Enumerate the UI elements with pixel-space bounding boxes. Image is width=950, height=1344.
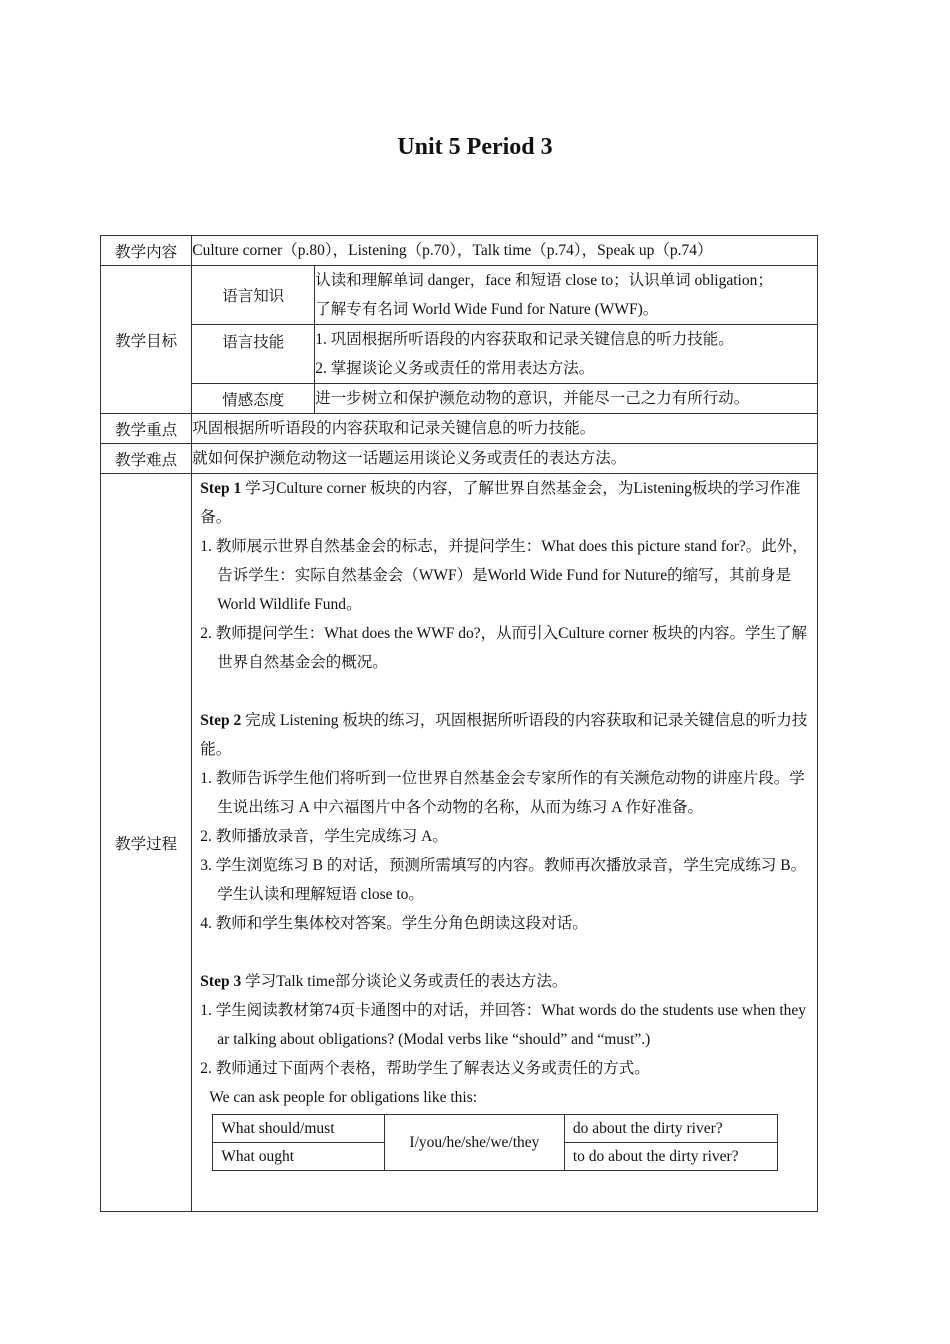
knowledge-line-2: 了解专有名词 World Wide Fund for Nature (WWF)。 (315, 301, 659, 318)
step3-item-1: 1. 学生阅读教材第74页卡通图中的对话，并回答：What words do the students use when they ar talking about obligations? (Modal verbs like “should” and “must”.) (200, 1002, 807, 1048)
step2-text: 完成 Listening 板块的练习，巩固根据所听语段的内容获取和记录关键信息的听力技能。 (200, 712, 808, 758)
step1-item-2: 2. 教师提问学生：What does the WWF do?，从而引入Culture corner 板块的内容。学生了解世界自然基金会的概况。 (200, 625, 808, 671)
page-title: Unit 5 Period 3 (397, 134, 553, 160)
obligation-question-table (212, 1114, 778, 1171)
skill-line-1: 1. 巩固根据所听语段的内容获取和记录关键信息的听力技能。 (315, 331, 734, 348)
step1-item-1: 1. 教师展示世界自然基金会的标志，并提问学生：What does this picture stand for?。此外，告诉学生：实际自然基金会（WWF）是World Wide Fund for Nuture的缩写，其前身是World Wildlife Fund。 (200, 538, 808, 613)
step3-label: Step 3 (200, 973, 242, 990)
step1-label: Step 1 (200, 480, 242, 497)
focus-label: 教学重点 (101, 414, 192, 444)
difficulty-value: 就如何保护濒危动物这一话题运用谈论义务或责任的表达方法。 (192, 444, 818, 474)
step2-label: Step 2 (200, 712, 242, 729)
difficulty-label: 教学难点 (101, 444, 192, 474)
step2-item-4: 4. 教师和学生集体校对答案。学生分角色朗读这段对话。 (200, 915, 588, 932)
skill-line-2: 2. 掌握谈论义务或责任的常用表达方法。 (315, 360, 595, 377)
step2-item-3: 3. 学生浏览练习 B 的对话，预测所需填写的内容。教师再次播放录音，学生完成练习 B。学生认读和理解短语 close to。 (200, 857, 807, 903)
step3-heading (200, 967, 809, 996)
goals-label: 教学目标 (101, 266, 192, 414)
content-label: 教学内容 (101, 236, 192, 266)
focus-value: 巩固根据所听语段的内容获取和记录关键信息的听力技能。 (192, 414, 818, 444)
step2-item-2: 2. 教师播放录音，学生完成练习 A。 (200, 828, 448, 845)
table-cell-what-ought: What ought (213, 1143, 385, 1171)
ask-intro: We can ask people for obligations like this: (209, 1089, 478, 1106)
skill-label: 语言技能 (192, 325, 315, 384)
content-value: Culture corner（p.80），Listening（p.70），Talk time（p.74），Speak up（p.74） (192, 236, 818, 266)
step3-item-2: 2. 教师通过下面两个表格，帮助学生了解表达义务或责任的方式。 (200, 1060, 650, 1077)
knowledge-value (315, 266, 818, 325)
step1-text: 学习Culture corner 板块的内容，了解世界自然基金会，为Listening板块的学习作准备。 (200, 480, 801, 526)
step2-heading (200, 706, 809, 764)
skill-value (315, 325, 818, 384)
attitude-value: 进一步树立和保护濒危动物的意识，并能尽一己之力有所行动。 (315, 384, 818, 414)
step3-text: 学习Talk time部分谈论义务或责任的表达方法。 (241, 973, 568, 990)
table-cell-do-about: do about the dirty river? (564, 1115, 777, 1143)
step2-item-1: 1. 教师告诉学生他们将听到一位世界自然基金会专家所作的有关濒危动物的讲座片段。学生说出练习 A 中六福图片中各个动物的名称，从而为练习 A 作好准备。 (200, 770, 805, 816)
process-label: 教学过程 (101, 474, 192, 1212)
table-cell-to-do-about: to do about the dirty river? (564, 1143, 777, 1171)
knowledge-label: 语言知识 (192, 266, 315, 325)
table-cell-what-should: What should/must (213, 1115, 385, 1143)
lesson-plan-table (100, 235, 818, 1212)
knowledge-line-1: 认读和理解单词 danger，face 和短语 close to；认识单词 obligation； (315, 272, 773, 289)
attitude-label: 情感态度 (192, 384, 315, 414)
step1-heading (200, 474, 809, 532)
table-cell-pronouns: I/you/he/she/we/they (384, 1115, 564, 1171)
process-content (192, 474, 818, 1212)
